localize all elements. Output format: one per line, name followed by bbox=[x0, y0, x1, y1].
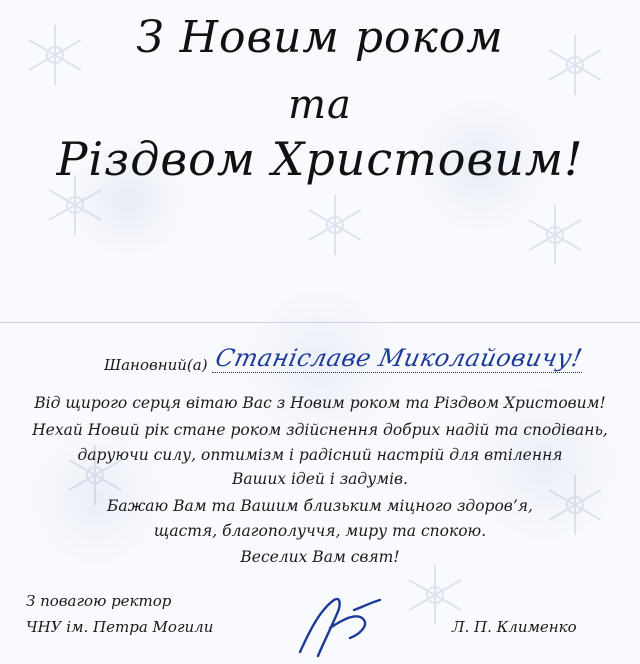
signature-title-line: З повагою ректор bbox=[26, 592, 172, 610]
snowflake-icon bbox=[520, 200, 590, 270]
message-line: Веселих Вам свят! bbox=[240, 548, 400, 566]
message-line: щастя, благополуччя, миру та спокою. bbox=[153, 522, 487, 540]
greeting-row bbox=[104, 342, 604, 376]
signatory-name: Л. П. Клименко bbox=[452, 618, 577, 636]
title-line-2: та bbox=[288, 82, 352, 128]
snowflake-icon bbox=[300, 190, 370, 260]
message-line: Від щирого серця вітаю Вас з Новим роком та Різдвом Христовим! bbox=[34, 394, 606, 412]
greeting-label: Шановний(а) bbox=[104, 356, 208, 374]
message-line: Ваших ідей і задумів. bbox=[232, 470, 408, 488]
card-fold-line bbox=[0, 322, 640, 323]
message-line: даруючи силу, оптимізм і радісний настрій для втілення bbox=[77, 446, 563, 464]
dotted-fill-line bbox=[212, 372, 582, 373]
title-line-1: З Новим роком bbox=[136, 12, 504, 63]
message-line: Нехай Новий рік стане роком здійснення добрих надій та сподівань, bbox=[32, 421, 608, 439]
handwritten-signature bbox=[290, 590, 390, 664]
message-line: Бажаю Вам та Вашим близьким міцного здоров’я, bbox=[107, 497, 533, 515]
signature-institution-line: ЧНУ ім. Петра Могили bbox=[26, 618, 214, 636]
handwritten-recipient-name: Станіславе Миколайовичу! bbox=[213, 344, 585, 372]
title-line-3: Різдвом Христовим! bbox=[56, 132, 584, 186]
